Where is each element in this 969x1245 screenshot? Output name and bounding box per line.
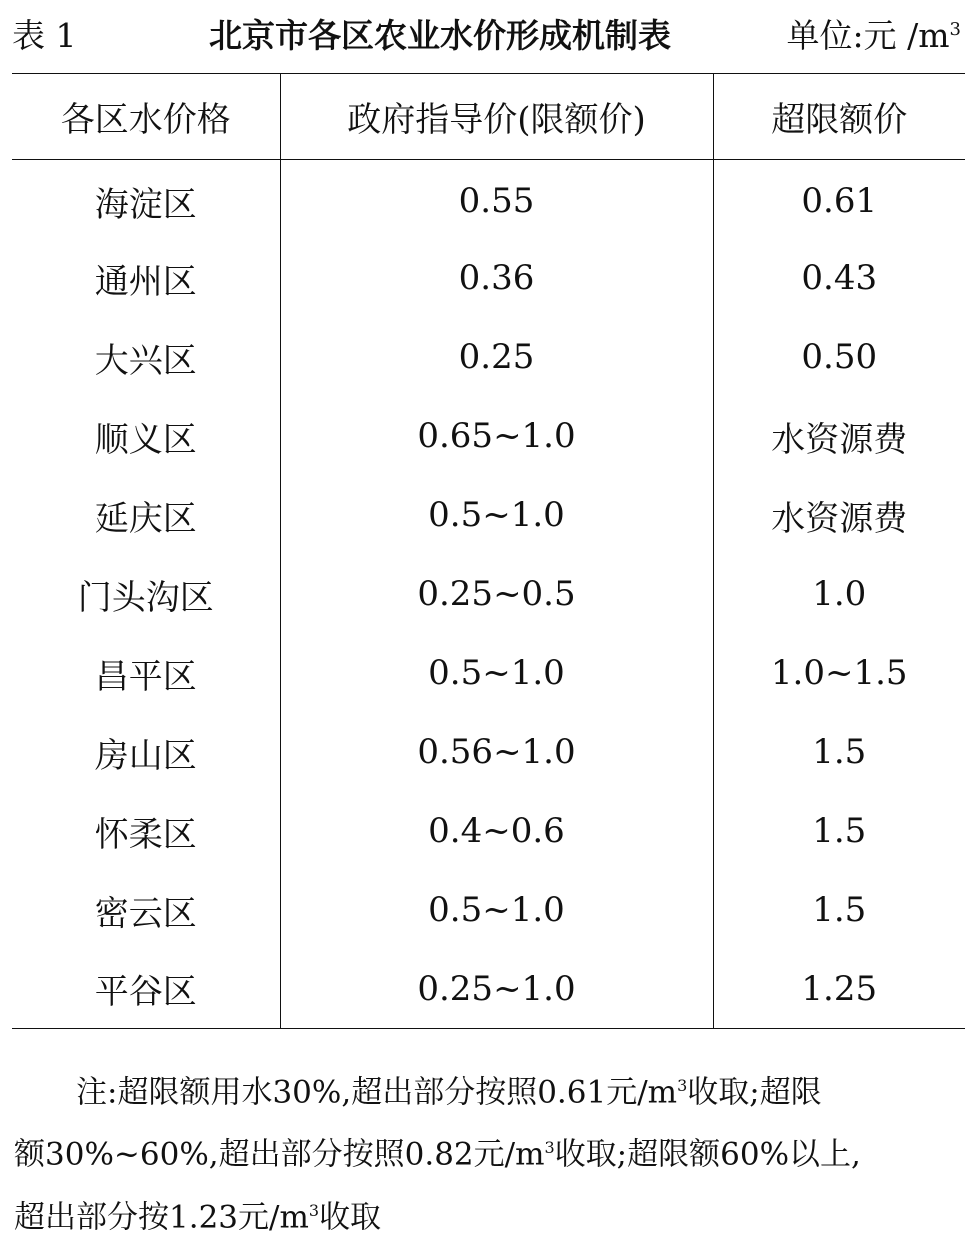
note-superscript: 3 bbox=[677, 1076, 688, 1095]
guide-price-cell: 0.5~1.0 bbox=[280, 634, 713, 713]
guide-price-cell: 0.25 bbox=[280, 318, 713, 397]
guide-price-cell: 0.5~1.0 bbox=[280, 871, 713, 950]
over-limit-price-cell: 1.0~1.5 bbox=[713, 634, 965, 713]
over-limit-price-cell: 1.25 bbox=[713, 950, 965, 1029]
note-text: 收取 bbox=[319, 1198, 382, 1235]
district-cell: 房山区 bbox=[94, 735, 197, 776]
table-row bbox=[12, 318, 965, 397]
over-limit-price-cell: 1.5 bbox=[713, 713, 965, 792]
table-row bbox=[12, 713, 965, 792]
table-row bbox=[12, 634, 965, 713]
over-limit-price-cell: 0.61 bbox=[713, 160, 965, 239]
district-cell: 门头沟区 bbox=[77, 577, 214, 618]
unit-superscript: 3 bbox=[949, 19, 961, 40]
header-district: 各区水价格 bbox=[12, 74, 280, 160]
note-superscript: 3 bbox=[308, 1200, 320, 1220]
table-body bbox=[12, 160, 965, 1029]
table-row bbox=[12, 476, 965, 555]
table-row bbox=[12, 397, 965, 476]
table-row bbox=[12, 792, 965, 871]
note-text: 额30%~60%,超出部分按照0.82元/m bbox=[14, 1136, 545, 1173]
guide-price-cell: 0.55 bbox=[280, 160, 713, 239]
table-row bbox=[12, 871, 965, 950]
note-line-2 bbox=[14, 1120, 964, 1182]
district-cell: 大兴区 bbox=[94, 340, 197, 381]
over-limit-price-cell: 0.43 bbox=[713, 239, 965, 318]
water-price-table bbox=[12, 73, 965, 1029]
note-line-3 bbox=[14, 1183, 964, 1245]
unit-text: 单位:元 /m bbox=[786, 16, 950, 55]
guide-price-cell: 0.56~1.0 bbox=[280, 713, 713, 792]
table-caption bbox=[0, 0, 969, 70]
header-over-limit-price: 超限额价 bbox=[713, 74, 965, 160]
header-guide-price: 政府指导价(限额价) bbox=[280, 74, 713, 160]
header-row bbox=[12, 74, 965, 160]
unit-label bbox=[787, 10, 961, 57]
district-cell: 昌平区 bbox=[94, 656, 197, 697]
table-row bbox=[12, 239, 965, 318]
district-cell: 顺义区 bbox=[94, 419, 197, 460]
table-number: 表 1 bbox=[12, 16, 77, 55]
note-text: 收取;超限额60%以上, bbox=[554, 1136, 861, 1173]
over-limit-price-cell: 水资源费 bbox=[713, 397, 965, 476]
district-cell: 通州区 bbox=[94, 261, 197, 302]
district-cell: 密云区 bbox=[94, 893, 197, 934]
table-note bbox=[14, 1058, 964, 1245]
over-limit-price-cell: 1.0 bbox=[713, 555, 965, 634]
note-text: 注:超限额用水30%,超出部分按照0.61元/m bbox=[76, 1074, 678, 1111]
guide-price-cell: 0.25~1.0 bbox=[280, 950, 713, 1029]
table-title: 北京市各区农业水价形成机制表 bbox=[209, 16, 671, 55]
guide-price-cell: 0.25~0.5 bbox=[280, 555, 713, 634]
guide-price-cell: 0.36 bbox=[280, 239, 713, 318]
guide-price-cell: 0.65~1.0 bbox=[280, 397, 713, 476]
note-superscript: 3 bbox=[544, 1138, 555, 1158]
over-limit-price-cell: 水资源费 bbox=[713, 476, 965, 555]
over-limit-price-cell: 0.50 bbox=[713, 318, 965, 397]
note-text: 收取;超限 bbox=[687, 1074, 822, 1111]
note-line-1 bbox=[14, 1058, 964, 1120]
table-row bbox=[12, 555, 965, 634]
district-cell: 平谷区 bbox=[12, 950, 280, 1029]
over-limit-price-cell: 1.5 bbox=[713, 792, 965, 871]
guide-price-cell: 0.5~1.0 bbox=[280, 476, 713, 555]
over-limit-price-cell: 1.5 bbox=[713, 871, 965, 950]
guide-price-cell: 0.4~0.6 bbox=[280, 792, 713, 871]
note-text: 超出部分按1.23元/m bbox=[14, 1198, 309, 1235]
district-cell: 怀柔区 bbox=[94, 814, 197, 855]
district-cell: 延庆区 bbox=[94, 498, 197, 539]
district-cell: 海淀区 bbox=[94, 184, 197, 225]
table-row bbox=[12, 160, 965, 239]
table-row bbox=[12, 950, 965, 1029]
